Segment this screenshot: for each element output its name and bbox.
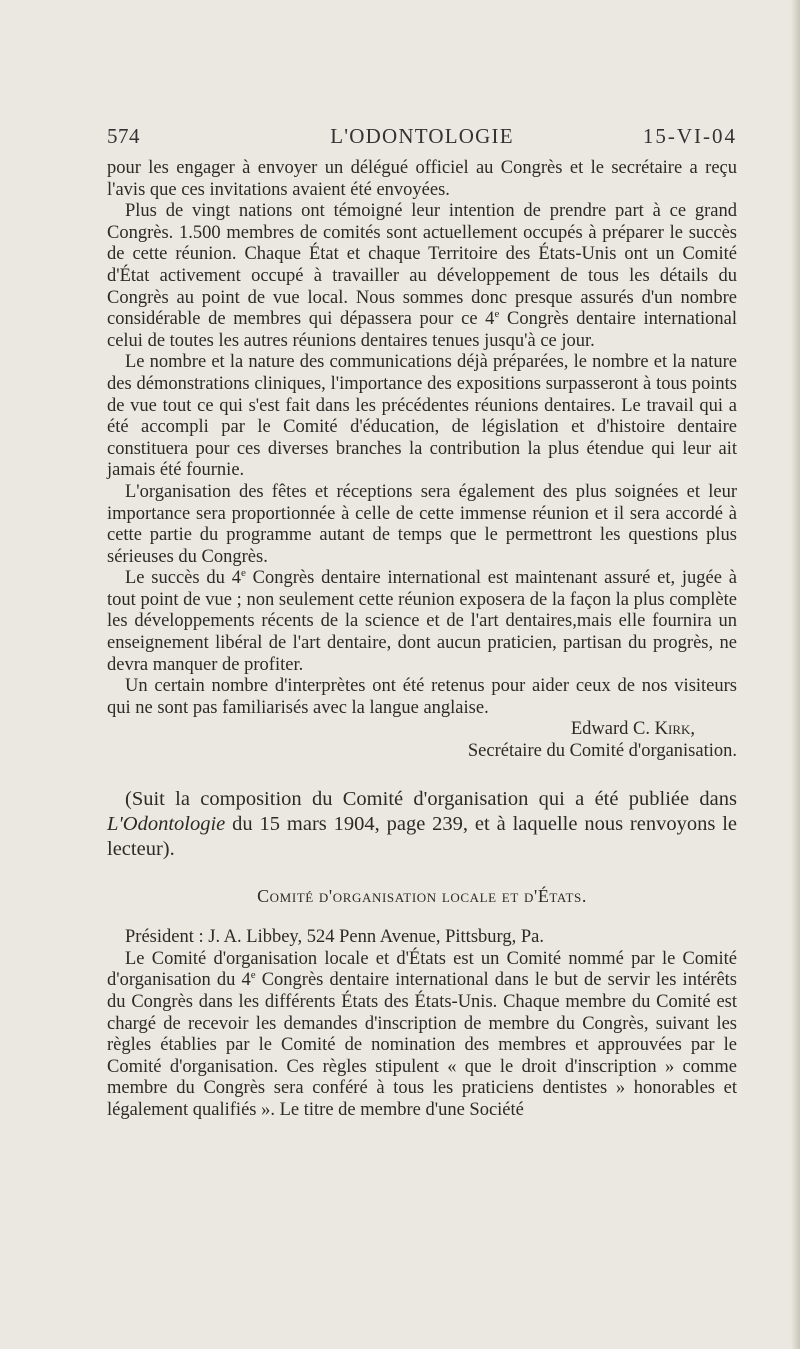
paragraph-3: Le nombre et la nature des communications déjà préparées, le nombre et la nature des démonstrations cliniques, l'importance des expositions surpasseront à tous points de vue tout ce qui s'est fait dans les précédentes réunions dentaires. Le travail qui a été accompli par le Comité d'éducation, de législation et d'histoire dentaire constituera pour ces diverses branches la contribution la plus étendue qui leur ait jamais été fournie.: [107, 352, 737, 481]
note-text-after: du 15 mars 1904, page 239, et à laquelle nous renvoyons le lecteur).: [107, 812, 737, 860]
section-paragraph-1-text-b: Congrès dentaire international dans le but de servir les intérêts du Congrès dans les différents États des États-Unis. Chaque membre du Comité est chargé de recevoir les demandes d'inscription de membre du Congrès, suivant les règles établies par le Comité de nomination des membres et approuvées par le Comité d'organisation. Ces règles stipulent « que le droit d'inscription » comme membre du Congrès sera conféré à tous les praticiens dentistes » honorables et légalement qualifiés ». Le titre de membre d'une Société: [107, 970, 738, 1120]
section-paragraph-1-text-a: Le Comité d'organisation locale et d'États est un Comité nommé par le Comité d'organisation du 4: [107, 948, 737, 991]
signature-role: Secrétaire du Comité d'organisation.: [467, 741, 737, 762]
running-header: [107, 124, 737, 150]
ordinal-superscript: e: [240, 567, 246, 580]
paragraph-6: Un certain nombre d'interprètes ont été retenus pour aider ceux de nos visiteurs qui ne sont pas familiarisés avec la langue anglaise.: [107, 676, 737, 718]
ordinal-superscript: e: [250, 969, 256, 982]
paragraph-1: pour les engager à envoyer un délégué officiel au Congrès et le secrétaire a reçu l'avis que ces invitations avaient été envoyées.: [107, 158, 737, 200]
paragraph-4: L'organisation des fêtes et réceptions sera également des plus soignées et leur importance sera proportionnée à celle de cette immense réunion et il sera accordé à cette partie du programme autant de temps que le permettront les questions plus sérieuses du Congrès.: [107, 481, 737, 567]
note-journal-title: L'Odontologie: [107, 812, 226, 835]
section-paragraph-1: [107, 949, 737, 1122]
editorial-note: [107, 787, 737, 862]
issue-date: 15-VI-04: [642, 124, 737, 148]
president-line: Président : J. A. Libbey, 524 Penn Avenue, Pittsburg, Pa.: [125, 927, 544, 948]
paragraph-2-text-b: Congrès dentaire international celui de toutes les autres réunions dentaires tenues jusqu'à ce jour.: [107, 309, 738, 351]
section-title: Comité d'organisation locale et d'États.: [257, 885, 587, 906]
page-number: 574: [107, 124, 140, 148]
page-edge-shadow: [791, 0, 800, 1349]
signature-comma: ,: [690, 719, 695, 740]
signature-last-name: Kirk: [654, 719, 691, 740]
note-text-before: (Suit la composition du Comité d'organisation qui a été publiée dans: [125, 787, 737, 810]
paragraph-2: [107, 201, 737, 352]
paragraph-5: [107, 568, 737, 676]
running-title: L'ODONTOLOGIE: [330, 124, 514, 148]
paragraph-5-text-b: Congrès dentaire international est maintenant assuré et, jugée à tout point de vue ; non seulement cette réunion exposera de la façon la plus complète les développements récents de la science et de l'art dentaires,mais elle fournira un enseignement libéral de l'art dentaire, dont aucun praticien, partisan du progrès, ne devra manquer de profiter.: [107, 568, 737, 675]
signature-first-name: Edward C.: [570, 719, 655, 740]
signature-name: [107, 719, 737, 741]
ordinal-superscript: e: [494, 308, 500, 320]
paragraph-2-text-a: Plus de vingt nations ont témoigné leur intention de prendre part à ce grand Congrès. 1.500 membres de comités sont actuellement occupés à préparer le succès de cette réunion. Chaque État et chaque Territoire des États-Unis ont un Comité d'État activement occupé à travailler au développement de tous les détails du Congrès au point de vue local. Nous sommes donc presque assurés d'un nombre considérable de membres qui dépassera pour ce 4: [107, 201, 737, 330]
page-body: [107, 158, 737, 1122]
paragraph-5-text-a: Le succès du 4: [125, 568, 241, 589]
